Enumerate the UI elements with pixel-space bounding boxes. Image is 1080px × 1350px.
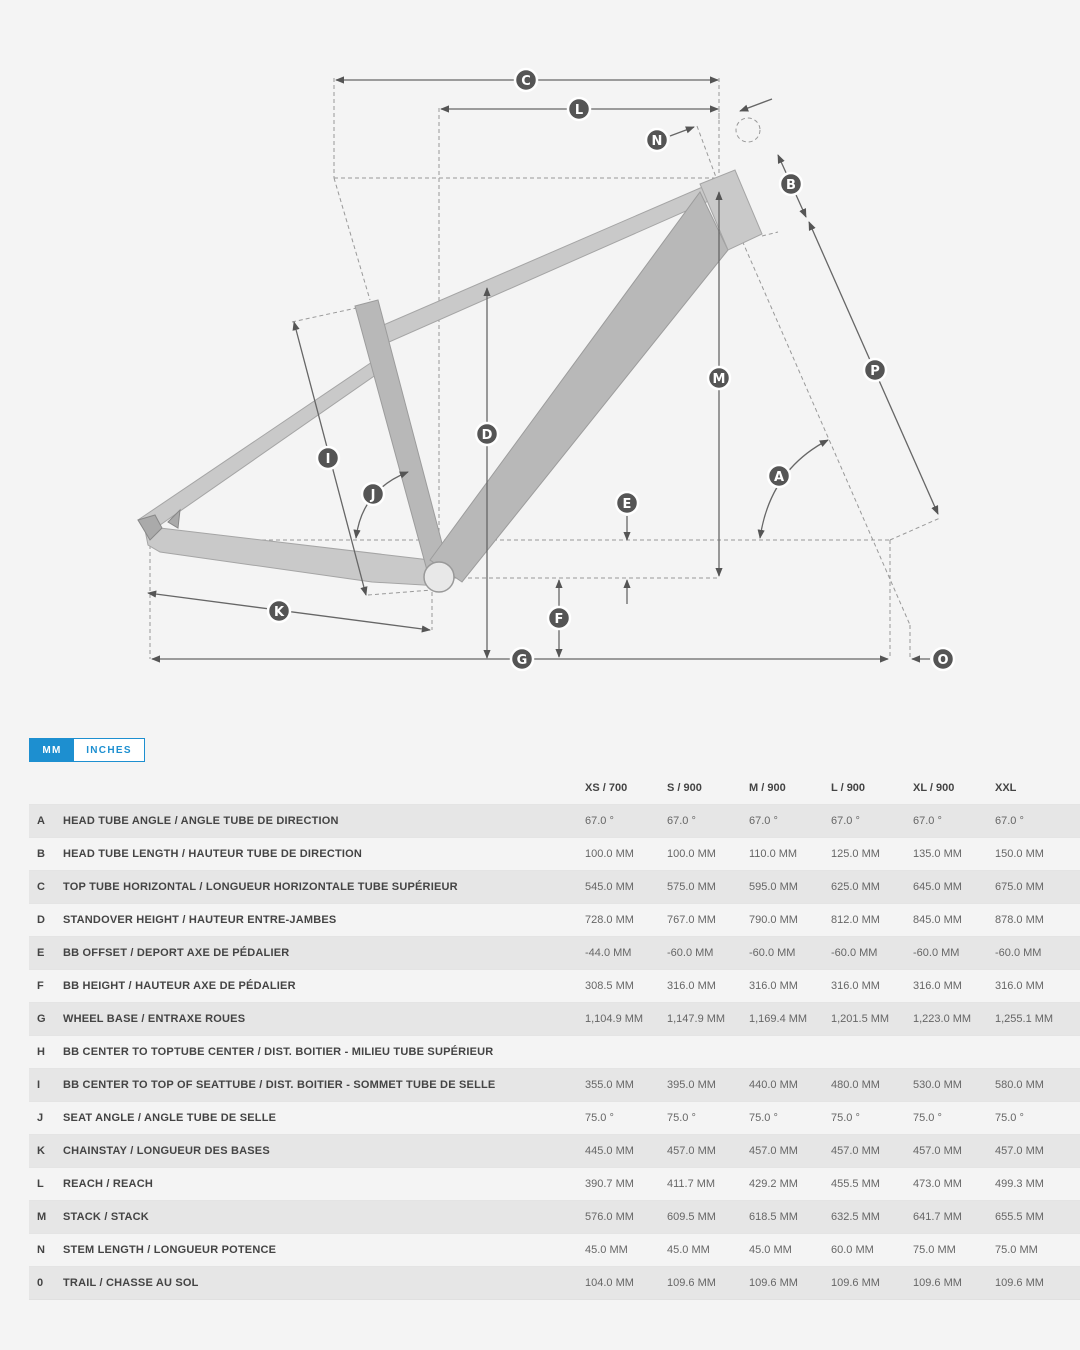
row-key: F [29, 969, 63, 1002]
row-value: 641.7 MM [913, 1200, 995, 1233]
table-row [29, 1068, 1080, 1101]
badge-o [932, 648, 954, 670]
row-value: 316.0 MM [667, 969, 749, 1002]
row-value: 75.0 ° [667, 1101, 749, 1134]
row-value: 1,223.0 MM [913, 1002, 995, 1035]
row-value: 625.0 MM [831, 870, 913, 903]
row-value: 75.0 MM [913, 1233, 995, 1266]
row-value: 545.0 MM [585, 870, 667, 903]
row-key: E [29, 936, 63, 969]
column-header: XS / 700 [585, 781, 628, 794]
table-row [29, 936, 1080, 969]
row-label: BB CENTER TO TOP OF SEATTUBE / DIST. BOITIER - SOMMET TUBE DE SELLE [63, 1068, 585, 1101]
chain-stay [145, 528, 440, 586]
row-value: 67.0 ° [995, 804, 1080, 837]
row-key: G [29, 1002, 63, 1035]
svg-text:O: O [937, 653, 949, 668]
row-value: 675.0 MM [995, 870, 1080, 903]
row-value: 67.0 ° [585, 804, 667, 837]
dimension-lines [148, 80, 938, 659]
row-value: 1,169.4 MM [749, 1002, 831, 1035]
badge-f [548, 607, 570, 629]
row-value: 878.0 MM [995, 903, 1080, 936]
row-value: 767.0 MM [667, 903, 749, 936]
row-value [995, 1035, 1080, 1068]
table-row [29, 1134, 1080, 1167]
row-label: STANDOVER HEIGHT / HAUTEUR ENTRE-JAMBES [63, 903, 585, 936]
badge-g [511, 648, 533, 670]
row-value: 100.0 MM [585, 837, 667, 870]
svg-text:N: N [651, 134, 663, 149]
row-value: 480.0 MM [831, 1068, 913, 1101]
table-row [29, 1035, 1080, 1068]
row-value: 125.0 MM [831, 837, 913, 870]
row-key: A [29, 804, 63, 837]
row-value: 632.5 MM [831, 1200, 913, 1233]
column-header: S / 900 [667, 781, 702, 794]
row-value: 655.5 MM [995, 1200, 1080, 1233]
row-value [585, 1035, 667, 1068]
row-value: 75.0 ° [749, 1101, 831, 1134]
unit-inches-button[interactable]: INCHES [86, 744, 132, 756]
row-value: 316.0 MM [749, 969, 831, 1002]
row-value: 109.6 MM [995, 1266, 1080, 1299]
badge-b [780, 173, 802, 195]
row-value: 100.0 MM [667, 837, 749, 870]
row-key: I [29, 1068, 63, 1101]
row-label: WHEEL BASE / ENTRAXE ROUES [63, 1002, 585, 1035]
svg-text:M: M [712, 372, 726, 387]
row-value: 455.5 MM [831, 1167, 913, 1200]
row-value: 429.2 MM [749, 1167, 831, 1200]
row-value: 1,104.9 MM [585, 1002, 667, 1035]
column-header: XXL [995, 781, 1017, 794]
row-value: 457.0 MM [995, 1134, 1080, 1167]
row-key: 0 [29, 1266, 63, 1299]
badge-a [768, 465, 790, 487]
svg-text:K: K [273, 605, 285, 620]
row-label: HEAD TUBE LENGTH / HAUTEUR TUBE DE DIRECTION [63, 837, 585, 870]
row-value: 75.0 ° [913, 1101, 995, 1134]
unit-toggle [29, 738, 145, 762]
row-value: 390.7 MM [585, 1167, 667, 1200]
row-value: 411.7 MM [667, 1167, 749, 1200]
svg-text:F: F [554, 612, 564, 627]
row-value: 1,255.1 MM [995, 1002, 1080, 1035]
row-value [667, 1035, 749, 1068]
row-value: 308.5 MM [585, 969, 667, 1002]
row-value: 395.0 MM [667, 1068, 749, 1101]
row-value: 812.0 MM [831, 903, 913, 936]
badge-m [708, 367, 730, 389]
svg-text:P: P [870, 364, 880, 379]
table-row [29, 804, 1080, 837]
row-value: 530.0 MM [913, 1068, 995, 1101]
row-label: CHAINSTAY / LONGUEUR DES BASES [63, 1134, 585, 1167]
row-value: 609.5 MM [667, 1200, 749, 1233]
column-header: M / 900 [749, 781, 786, 794]
table-row [29, 969, 1080, 1002]
row-value: 473.0 MM [913, 1167, 995, 1200]
row-value: 580.0 MM [995, 1068, 1080, 1101]
row-key: M [29, 1200, 63, 1233]
row-value: 150.0 MM [995, 837, 1080, 870]
row-label: TOP TUBE HORIZONTAL / LONGUEUR HORIZONTALE TUBE SUPÉRIEUR [63, 870, 585, 903]
badge-c [515, 69, 537, 91]
row-value: 355.0 MM [585, 1068, 667, 1101]
row-value: 457.0 MM [749, 1134, 831, 1167]
svg-text:J: J [370, 488, 376, 503]
svg-text:A: A [773, 470, 785, 485]
row-value: 645.0 MM [913, 870, 995, 903]
svg-text:D: D [481, 428, 493, 443]
column-header: XL / 900 [913, 781, 955, 794]
row-value: 457.0 MM [667, 1134, 749, 1167]
row-value: 728.0 MM [585, 903, 667, 936]
row-value: 67.0 ° [667, 804, 749, 837]
row-value: 1,147.9 MM [667, 1002, 749, 1035]
row-value: -44.0 MM [585, 936, 667, 969]
badge-d [476, 423, 498, 445]
table-row [29, 1266, 1080, 1299]
row-value: 499.3 MM [995, 1167, 1080, 1200]
row-value: -60.0 MM [995, 936, 1080, 969]
row-value: 575.0 MM [667, 870, 749, 903]
badge-j [362, 483, 384, 505]
row-label: TRAIL / CHASSE AU SOL [63, 1266, 585, 1299]
row-key: N [29, 1233, 63, 1266]
row-value: 109.6 MM [831, 1266, 913, 1299]
row-key: B [29, 837, 63, 870]
row-value: 109.6 MM [749, 1266, 831, 1299]
row-value: 457.0 MM [913, 1134, 995, 1167]
table-row [29, 1167, 1080, 1200]
table-row [29, 1233, 1080, 1266]
row-key: K [29, 1134, 63, 1167]
row-value: 790.0 MM [749, 903, 831, 936]
row-label: STACK / STACK [63, 1200, 585, 1233]
row-value: 109.6 MM [913, 1266, 995, 1299]
row-value: 60.0 MM [831, 1233, 913, 1266]
row-key: D [29, 903, 63, 936]
row-value: 109.6 MM [667, 1266, 749, 1299]
row-value: -60.0 MM [667, 936, 749, 969]
svg-text:G: G [516, 653, 528, 668]
row-value [831, 1035, 913, 1068]
row-label: REACH / REACH [63, 1167, 585, 1200]
row-value: 316.0 MM [995, 969, 1080, 1002]
row-value: 1,201.5 MM [831, 1002, 913, 1035]
table-row [29, 1002, 1080, 1035]
svg-text:C: C [521, 74, 531, 89]
row-value: 576.0 MM [585, 1200, 667, 1233]
row-label: HEAD TUBE ANGLE / ANGLE TUBE DE DIRECTION [63, 804, 585, 837]
row-value: -60.0 MM [831, 936, 913, 969]
row-label: BB HEIGHT / HAUTEUR AXE DE PÉDALIER [63, 969, 585, 1002]
table-row [29, 903, 1080, 936]
bike-frame [138, 170, 762, 592]
row-label: BB CENTER TO TOPTUBE CENTER / DIST. BOITIER - MILIEU TUBE SUPÉRIEUR [63, 1035, 585, 1068]
unit-mm-button[interactable]: MM [30, 739, 74, 761]
construction-lines [150, 78, 940, 659]
row-value: 45.0 MM [667, 1233, 749, 1266]
table-row [29, 1200, 1080, 1233]
column-header: L / 900 [831, 781, 866, 794]
svg-text:I: I [325, 452, 331, 467]
badge-k [268, 600, 290, 622]
row-value: -60.0 MM [913, 936, 995, 969]
row-value: 618.5 MM [749, 1200, 831, 1233]
row-value: 457.0 MM [831, 1134, 913, 1167]
row-key: J [29, 1101, 63, 1134]
table-header-row [29, 772, 1080, 804]
geometry-table [29, 772, 1080, 1300]
row-value: 595.0 MM [749, 870, 831, 903]
row-value: 135.0 MM [913, 837, 995, 870]
row-value: 67.0 ° [831, 804, 913, 837]
row-value: 445.0 MM [585, 1134, 667, 1167]
row-value: 45.0 MM [749, 1233, 831, 1266]
row-key: L [29, 1167, 63, 1200]
badge-n [646, 129, 668, 151]
row-key: H [29, 1035, 63, 1068]
table-row [29, 837, 1080, 870]
badge-p [864, 359, 886, 381]
row-value: 75.0 ° [831, 1101, 913, 1134]
row-label: SEAT ANGLE / ANGLE TUBE DE SELLE [63, 1101, 585, 1134]
table-row [29, 870, 1080, 903]
row-key: C [29, 870, 63, 903]
badge-e [616, 492, 638, 514]
row-label: BB OFFSET / DEPORT AXE DE PÉDALIER [63, 936, 585, 969]
svg-text:B: B [786, 178, 796, 193]
row-value: 845.0 MM [913, 903, 995, 936]
row-value: 75.0 ° [995, 1101, 1080, 1134]
row-value: 75.0 MM [995, 1233, 1080, 1266]
row-value: 110.0 MM [749, 837, 831, 870]
row-value: 67.0 ° [913, 804, 995, 837]
row-value: 440.0 MM [749, 1068, 831, 1101]
row-value: 316.0 MM [913, 969, 995, 1002]
badge-l [568, 98, 590, 120]
row-value: 75.0 ° [585, 1101, 667, 1134]
svg-text:L: L [574, 103, 584, 118]
row-value: 316.0 MM [831, 969, 913, 1002]
row-value: 45.0 MM [585, 1233, 667, 1266]
row-value: 67.0 ° [749, 804, 831, 837]
row-value [913, 1035, 995, 1068]
table-row [29, 1101, 1080, 1134]
row-value [749, 1035, 831, 1068]
seat-stay [138, 362, 380, 532]
seat-tube [355, 300, 448, 574]
row-value: 104.0 MM [585, 1266, 667, 1299]
bottom-bracket [424, 562, 454, 592]
svg-text:E: E [622, 497, 632, 512]
row-value: -60.0 MM [749, 936, 831, 969]
row-label: STEM LENGTH / LONGUEUR POTENCE [63, 1233, 585, 1266]
badge-i [317, 447, 339, 469]
